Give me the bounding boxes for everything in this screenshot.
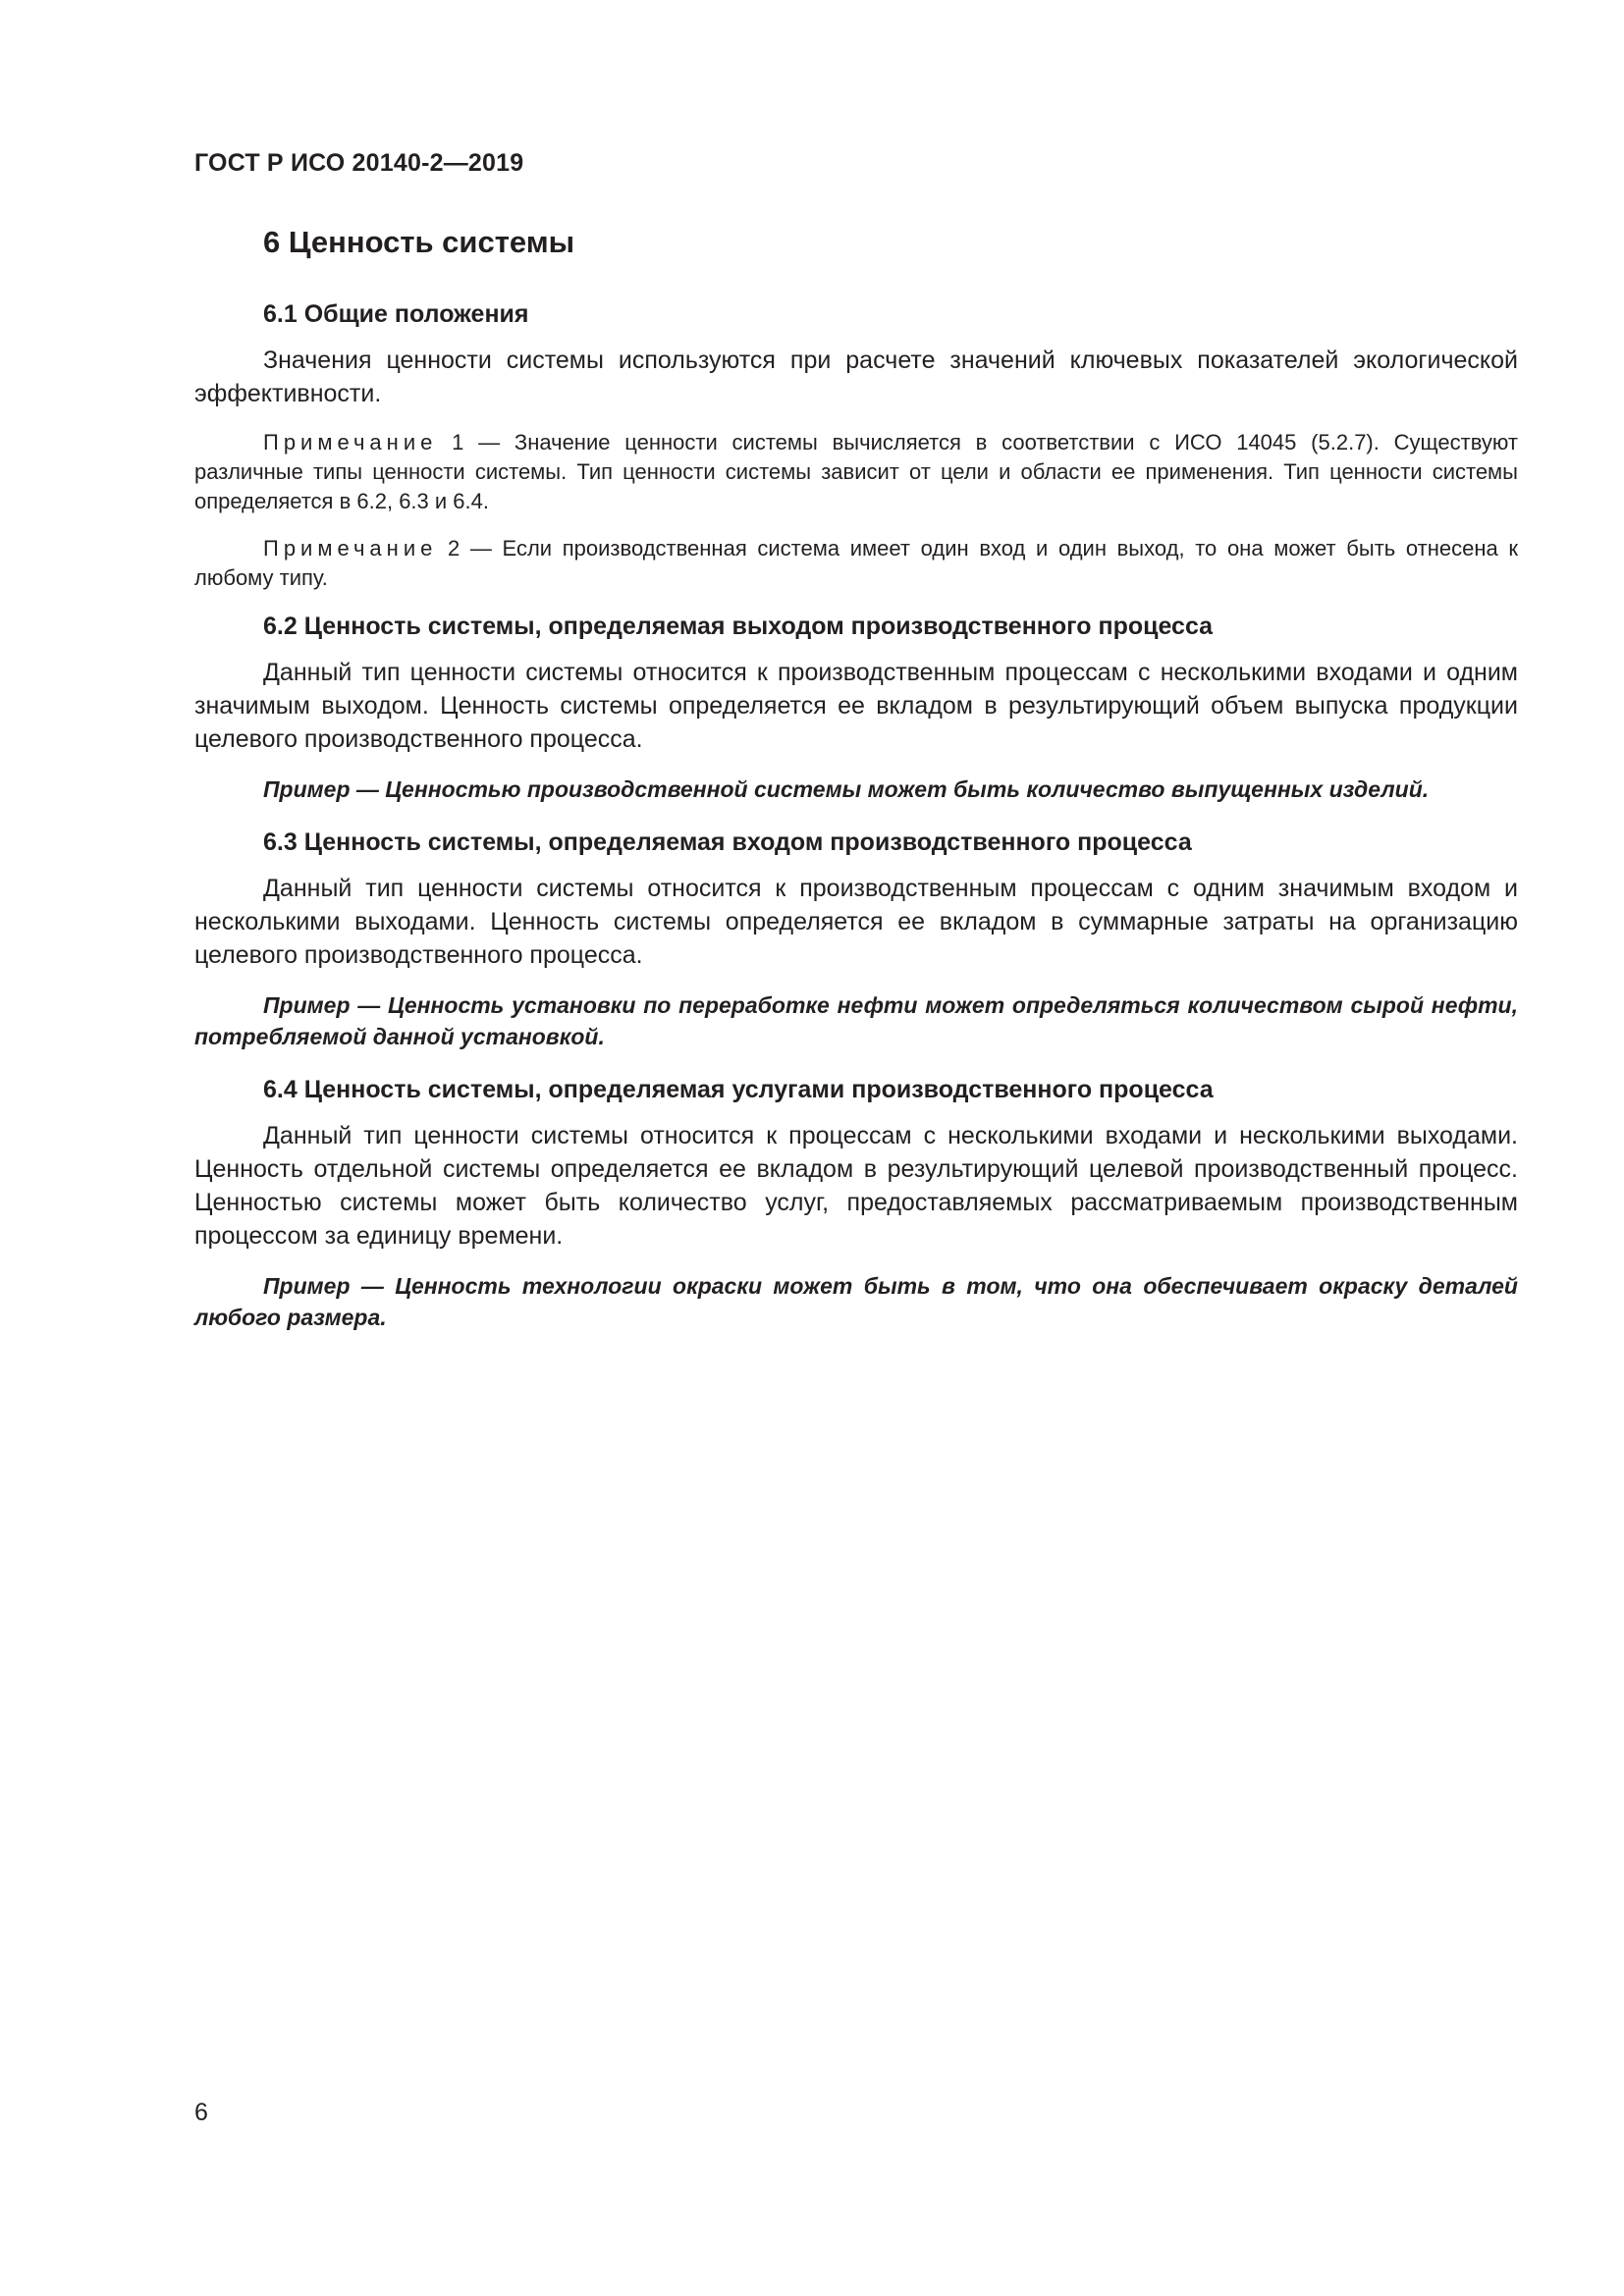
note-1: [194, 428, 1518, 516]
note-2: [194, 534, 1518, 593]
document-header: ГОСТ Р ИСО 20140-2—2019: [194, 149, 524, 177]
subsection-6-2-example: Пример — Ценностью производственной системы может быть количество выпущенных изделий.: [263, 776, 1430, 802]
subsection-6-3-paragraph: Данный тип ценности системы относится к производственным процессам с одним значимым входом и несколькими выходами. Ценность системы определяется ее вкладом в суммарные затраты на организацию целевого производственного процесса.: [194, 875, 1518, 969]
subsection-6-3-title: 6.3 Ценность системы, определяемая входом производственного процесса: [263, 828, 1192, 856]
page-number: 6: [194, 2099, 208, 2126]
note-1-text: 1 — Значение ценности системы вычисляется в соответствии с ИСО 14045 (5.2.7). Существуют различные типы ценности системы. Тип ценности системы зависит от цели и области ее применения. Тип ценности системы определяется в 6.2, 6.3 и 6.4.: [194, 430, 1518, 513]
main-content: [194, 224, 1518, 1355]
note-2-label: Примечание: [263, 536, 438, 561]
subsection-6-4-example: Пример — Ценность технологии окраски может быть в том, что она обеспечивает окраску деталей любого размера.: [194, 1273, 1518, 1330]
subsection-6-1-title: 6.1 Общие положения: [263, 300, 529, 328]
subsection-6-4-paragraph: Данный тип ценности системы относится к процессам с несколькими входами и несколькими выходами. Ценность отдельной системы определяется ее вкладом в результирующий целевой производственный процесс. Ценностью системы может быть количество услуг, предоставляемых рассматриваемым производственным процессом за единицу времени.: [194, 1122, 1518, 1250]
subsection-6-2-title: 6.2 Ценность системы, определяемая выходом производственного процесса: [263, 613, 1214, 640]
subsection-6-2-paragraph: Данный тип ценности системы относится к производственным процессам с несколькими входами и одним значимым выходом. Ценность системы определяется ее вкладом в результирующий объем выпуска продукции целевого производственного процесса.: [194, 659, 1518, 753]
subsection-6-3-example: Пример — Ценность установки по переработке нефти может определяться количеством сырой нефти, потребляемой данной установкой.: [194, 992, 1518, 1049]
subsection-6-4-title: 6.4 Ценность системы, определяемая услугами производственного процесса: [263, 1076, 1214, 1103]
note-2-text: 2 — Если производственная система имеет один вход и один выход, то она может быть отнесена к любому типу.: [194, 536, 1518, 590]
subsection-6-1-paragraph: Значения ценности системы используются при расчете значений ключевых показателей экологической эффективности.: [194, 347, 1518, 407]
section-title: 6 Ценность системы: [263, 225, 575, 259]
note-1-label: Примечание: [263, 430, 438, 454]
